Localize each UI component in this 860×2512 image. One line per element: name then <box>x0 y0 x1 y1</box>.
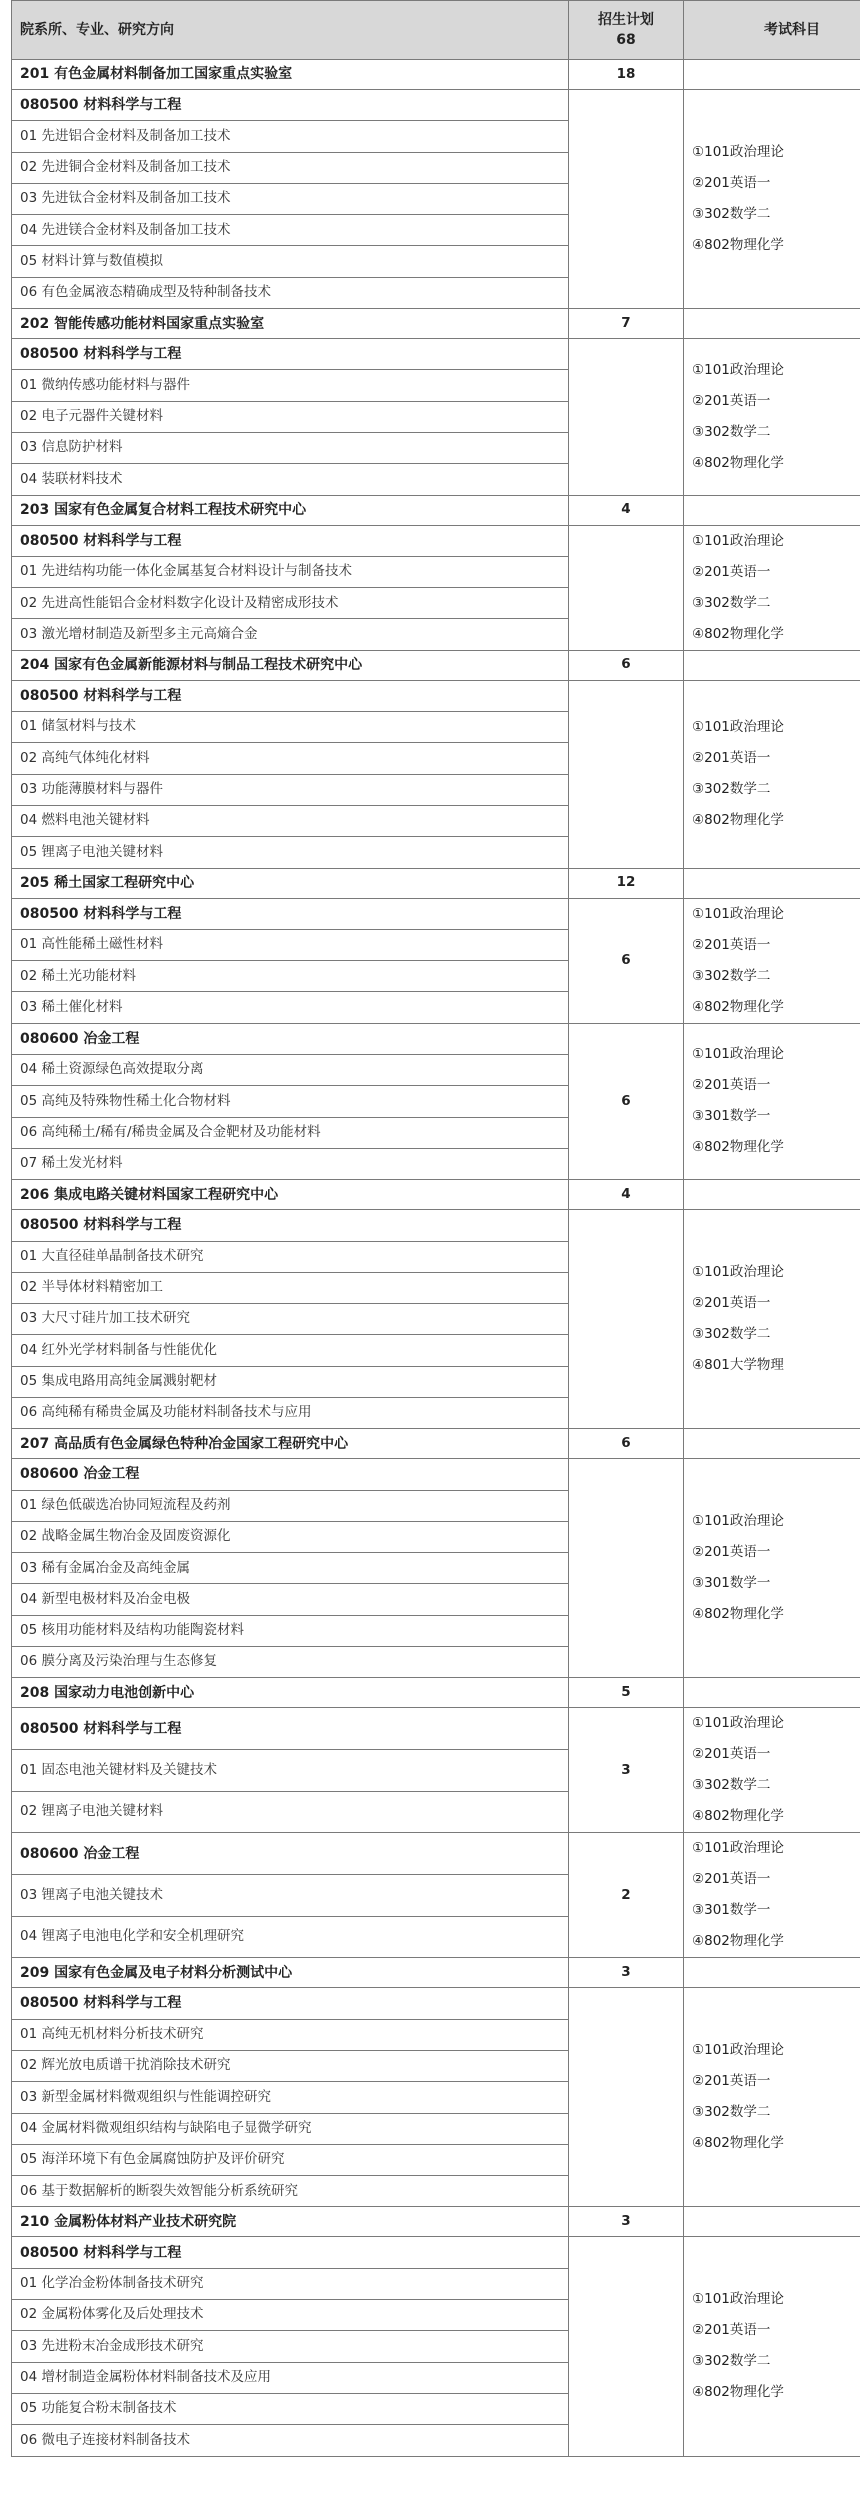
institute-row <box>12 868 860 898</box>
research-direction: 04 金属材料微观组织结构与缺陷电子显微学研究 <box>12 2113 569 2144</box>
research-direction: 01 大直径硅单晶制备技术研究 <box>12 1241 569 1272</box>
exam-subject: ④802物理化学 <box>692 1808 784 1825</box>
institute-row <box>12 309 860 339</box>
major-quota <box>569 680 684 868</box>
research-direction: 05 核用功能材料及结构功能陶瓷材料 <box>12 1615 569 1646</box>
institute-quota: 4 <box>569 495 684 525</box>
header-quota-total: 68 <box>616 32 636 48</box>
major-name: 080500 材料科学与工程 <box>12 90 569 121</box>
research-direction: 02 锂离子电池关键材料 <box>12 1791 569 1833</box>
exam-subject: ③302数学二 <box>692 206 771 223</box>
research-direction: 01 储氢材料与技术 <box>12 712 569 743</box>
major-quota <box>569 1459 684 1678</box>
major-name: 080500 材料科学与工程 <box>12 2237 569 2268</box>
institute-subjects-empty <box>684 868 860 898</box>
institute-row <box>12 1180 860 1210</box>
research-direction: 03 先进粉末冶金成形技术研究 <box>12 2331 569 2362</box>
major-row <box>12 90 860 121</box>
research-direction: 03 激光增材制造及新型多主元高熵合金 <box>12 619 569 650</box>
institute-row <box>12 650 860 680</box>
research-direction: 04 燃料电池关键材料 <box>12 805 569 836</box>
institute-subjects-empty <box>684 309 860 339</box>
institute-name: 206 集成电路关键材料国家工程研究中心 <box>12 1180 569 1210</box>
exam-subject: ③302数学二 <box>692 594 771 611</box>
research-direction: 02 高纯气体纯化材料 <box>12 743 569 774</box>
table-header <box>12 1 860 60</box>
exam-subject: ③302数学二 <box>692 423 771 440</box>
exam-subjects <box>684 1833 860 1958</box>
research-direction: 04 锂离子电池电化学和安全机理研究 <box>12 1916 569 1958</box>
research-direction: 04 稀土资源绿色高效提取分离 <box>12 1055 569 1086</box>
major-quota: 2 <box>569 1833 684 1958</box>
exam-subject: ②201英语一 <box>692 1544 771 1561</box>
institute-quota: 12 <box>569 868 684 898</box>
exam-subject: ①101政治理论 <box>692 2291 784 2308</box>
exam-subject: ①101政治理论 <box>692 905 784 922</box>
exam-subject: ④802物理化学 <box>692 454 784 471</box>
institute-quota: 18 <box>569 60 684 90</box>
major-quota: 6 <box>569 898 684 1023</box>
institute-quota: 4 <box>569 1180 684 1210</box>
major-name: 080500 材料科学与工程 <box>12 898 569 929</box>
research-direction: 05 集成电路用高纯金属溅射靶材 <box>12 1366 569 1397</box>
exam-subject: ②201英语一 <box>692 1746 771 1763</box>
research-direction: 03 先进钛合金材料及制备加工技术 <box>12 183 569 214</box>
institute-subjects-empty <box>684 1678 860 1708</box>
major-quota: 6 <box>569 1023 684 1179</box>
exam-subject: ④802物理化学 <box>692 1139 784 1156</box>
research-direction: 04 红外光学材料制备与性能优化 <box>12 1335 569 1366</box>
research-direction: 03 大尺寸硅片加工技术研究 <box>12 1304 569 1335</box>
research-direction: 05 锂离子电池关键材料 <box>12 837 569 868</box>
research-direction: 05 海洋环境下有色金属腐蚀防护及评价研究 <box>12 2144 569 2175</box>
exam-subject: ③301数学一 <box>692 1108 771 1125</box>
exam-subject: ①101政治理论 <box>692 1715 784 1732</box>
institute-quota: 6 <box>569 650 684 680</box>
header-quota <box>569 1 684 60</box>
major-name: 080500 材料科学与工程 <box>12 1210 569 1241</box>
major-name: 080500 材料科学与工程 <box>12 339 569 370</box>
exam-subject: ②201英语一 <box>692 2322 771 2339</box>
major-quota: 3 <box>569 1708 684 1833</box>
institute-quota: 5 <box>569 1678 684 1708</box>
exam-subject: ③302数学二 <box>692 1777 771 1794</box>
major-row <box>12 1210 860 1241</box>
major-row <box>12 1988 860 2019</box>
research-direction: 05 高纯及特殊物性稀土化合物材料 <box>12 1086 569 1117</box>
research-direction: 03 稀有金属冶金及高纯金属 <box>12 1553 569 1584</box>
research-direction: 06 微电子连接材料制备技术 <box>12 2425 569 2456</box>
institute-subjects-empty <box>684 1429 860 1459</box>
research-direction: 02 金属粉体雾化及后处理技术 <box>12 2300 569 2331</box>
exam-subjects <box>684 680 860 868</box>
major-quota <box>569 525 684 650</box>
exam-subject: ②201英语一 <box>692 1295 771 1312</box>
institute-name: 202 智能传感功能材料国家重点实验室 <box>12 309 569 339</box>
exam-subject: ③302数学二 <box>692 2104 771 2121</box>
institute-name: 201 有色金属材料制备加工国家重点实验室 <box>12 60 569 90</box>
major-name: 080500 材料科学与工程 <box>12 1708 569 1750</box>
institute-quota: 3 <box>569 2207 684 2237</box>
research-direction: 06 基于数据解析的断裂失效智能分析系统研究 <box>12 2176 569 2207</box>
exam-subject: ④802物理化学 <box>692 1606 784 1623</box>
exam-subjects <box>684 1023 860 1179</box>
research-direction: 06 有色金属液态精确成型及特种制备技术 <box>12 277 569 308</box>
research-direction: 04 装联材料技术 <box>12 464 569 495</box>
exam-subject: ③301数学一 <box>692 1902 771 1919</box>
major-name: 080500 材料科学与工程 <box>12 680 569 711</box>
institute-name: 203 国家有色金属复合材料工程技术研究中心 <box>12 495 569 525</box>
institute-row <box>12 2207 860 2237</box>
research-direction: 06 膜分离及污染治理与生态修复 <box>12 1647 569 1678</box>
exam-subjects <box>684 90 860 309</box>
exam-subjects <box>684 2237 860 2456</box>
major-name: 080500 材料科学与工程 <box>12 525 569 556</box>
research-direction: 06 高纯稀有稀贵金属及功能材料制备技术与应用 <box>12 1397 569 1428</box>
institute-row <box>12 495 860 525</box>
research-direction: 02 稀土光功能材料 <box>12 961 569 992</box>
institute-name: 208 国家动力电池创新中心 <box>12 1678 569 1708</box>
major-row <box>12 339 860 370</box>
exam-subjects <box>684 339 860 495</box>
institute-row <box>12 1958 860 1988</box>
exam-subjects <box>684 525 860 650</box>
institute-subjects-empty <box>684 1958 860 1988</box>
exam-subjects <box>684 898 860 1023</box>
exam-subject: ①101政治理论 <box>692 532 784 549</box>
research-direction: 07 稀土发光材料 <box>12 1148 569 1179</box>
exam-subject: ②201英语一 <box>692 563 771 580</box>
exam-subject: ④802物理化学 <box>692 2135 784 2152</box>
exam-subjects <box>684 1459 860 1678</box>
research-direction: 05 材料计算与数值模拟 <box>12 246 569 277</box>
major-row <box>12 1023 860 1054</box>
exam-subject: ④802物理化学 <box>692 625 784 642</box>
exam-subject: ①101政治理论 <box>692 2042 784 2059</box>
major-row <box>12 525 860 556</box>
exam-subject: ③302数学二 <box>692 967 771 984</box>
institute-name: 210 金属粉体材料产业技术研究院 <box>12 2207 569 2237</box>
major-name: 080600 冶金工程 <box>12 1023 569 1054</box>
exam-subjects <box>684 1708 860 1833</box>
major-row <box>12 2237 860 2268</box>
research-direction: 01 绿色低碳选冶协同短流程及药剂 <box>12 1490 569 1521</box>
exam-subject: ①101政治理论 <box>692 719 784 736</box>
major-name: 080600 冶金工程 <box>12 1833 569 1875</box>
major-row <box>12 1708 860 1750</box>
exam-subject: ②201英语一 <box>692 175 771 192</box>
institute-quota: 6 <box>569 1429 684 1459</box>
exam-subject: ①101政治理论 <box>692 1513 784 1530</box>
major-name: 080600 冶金工程 <box>12 1459 569 1490</box>
exam-subjects <box>684 1988 860 2207</box>
research-direction: 01 高性能稀土磁性材料 <box>12 929 569 960</box>
header-subjects: 考试科目 <box>684 1 860 60</box>
major-row <box>12 1459 860 1490</box>
research-direction: 01 高纯无机材料分析技术研究 <box>12 2019 569 2050</box>
institute-row <box>12 1429 860 1459</box>
exam-subject: ①101政治理论 <box>692 1840 784 1857</box>
major-row <box>12 898 860 929</box>
major-quota <box>569 2237 684 2456</box>
research-direction: 04 先进镁合金材料及制备加工技术 <box>12 215 569 246</box>
exam-subject: ③302数学二 <box>692 1326 771 1343</box>
institute-name: 207 高品质有色金属绿色特种冶金国家工程研究中心 <box>12 1429 569 1459</box>
institute-quota: 7 <box>569 309 684 339</box>
research-direction: 02 战略金属生物冶金及固废资源化 <box>12 1521 569 1552</box>
exam-subject: ④802物理化学 <box>692 812 784 829</box>
institute-name: 205 稀土国家工程研究中心 <box>12 868 569 898</box>
exam-subject: ①101政治理论 <box>692 361 784 378</box>
institute-name: 209 国家有色金属及电子材料分析测试中心 <box>12 1958 569 1988</box>
research-direction: 02 半导体材料精密加工 <box>12 1272 569 1303</box>
institute-subjects-empty <box>684 2207 860 2237</box>
research-direction: 04 增材制造金属粉体材料制备技术及应用 <box>12 2362 569 2393</box>
exam-subject: ①101政治理论 <box>692 144 784 161</box>
exam-subject: ②201英语一 <box>692 750 771 767</box>
exam-subject: ③302数学二 <box>692 781 771 798</box>
major-name: 080500 材料科学与工程 <box>12 1988 569 2019</box>
exam-subject: ③302数学二 <box>692 2353 771 2370</box>
exam-subject: ②201英语一 <box>692 1871 771 1888</box>
exam-subject: ①101政治理论 <box>692 1046 784 1063</box>
exam-subject: ④802物理化学 <box>692 237 784 254</box>
research-direction: 01 固态电池关键材料及关键技术 <box>12 1750 569 1792</box>
research-direction: 02 先进铜合金材料及制备加工技术 <box>12 152 569 183</box>
research-direction: 03 新型金属材料微观组织与性能调控研究 <box>12 2082 569 2113</box>
exam-subject: ②201英语一 <box>692 2073 771 2090</box>
major-quota <box>569 1210 684 1429</box>
major-row <box>12 1833 860 1875</box>
major-quota <box>569 339 684 495</box>
institute-quota: 3 <box>569 1958 684 1988</box>
exam-subject: ④802物理化学 <box>692 998 784 1015</box>
exam-subject: ④801大学物理 <box>692 1357 784 1374</box>
institute-row <box>12 1678 860 1708</box>
institute-subjects-empty <box>684 1180 860 1210</box>
research-direction: 02 先进高性能铝合金材料数字化设计及精密成形技术 <box>12 588 569 619</box>
enrollment-table <box>11 0 860 2457</box>
major-row <box>12 680 860 711</box>
exam-subject: ②201英语一 <box>692 936 771 953</box>
institute-name: 204 国家有色金属新能源材料与制品工程技术研究中心 <box>12 650 569 680</box>
research-direction: 01 先进结构功能一体化金属基复合材料设计与制备技术 <box>12 556 569 587</box>
research-direction: 03 信息防护材料 <box>12 432 569 463</box>
exam-subject: ①101政治理论 <box>692 1264 784 1281</box>
major-quota <box>569 90 684 309</box>
research-direction: 03 稀土催化材料 <box>12 992 569 1023</box>
exam-subjects <box>684 1210 860 1429</box>
research-direction: 06 高纯稀土/稀有/稀贵金属及合金靶材及功能材料 <box>12 1117 569 1148</box>
institute-subjects-empty <box>684 60 860 90</box>
research-direction: 01 先进铝合金材料及制备加工技术 <box>12 121 569 152</box>
header-department: 院系所、专业、研究方向 <box>12 1 569 60</box>
exam-subject: ④802物理化学 <box>692 1933 784 1950</box>
exam-subject: ②201英语一 <box>692 1077 771 1094</box>
header-quota-label: 招生计划 <box>598 11 654 28</box>
research-direction: 02 电子元器件关键材料 <box>12 401 569 432</box>
research-direction: 04 新型电极材料及冶金电极 <box>12 1584 569 1615</box>
exam-subject: ③301数学一 <box>692 1575 771 1592</box>
major-quota <box>569 1988 684 2207</box>
research-direction: 03 锂离子电池关键技术 <box>12 1875 569 1917</box>
research-direction: 03 功能薄膜材料与器件 <box>12 774 569 805</box>
research-direction: 01 微纳传感功能材料与器件 <box>12 370 569 401</box>
exam-subject: ④802物理化学 <box>692 2384 784 2401</box>
institute-subjects-empty <box>684 650 860 680</box>
research-direction: 01 化学冶金粉体制备技术研究 <box>12 2268 569 2299</box>
institute-row <box>12 60 860 90</box>
institute-subjects-empty <box>684 495 860 525</box>
research-direction: 02 辉光放电质谱干扰消除技术研究 <box>12 2050 569 2081</box>
exam-subject: ②201英语一 <box>692 392 771 409</box>
research-direction: 05 功能复合粉末制备技术 <box>12 2393 569 2424</box>
